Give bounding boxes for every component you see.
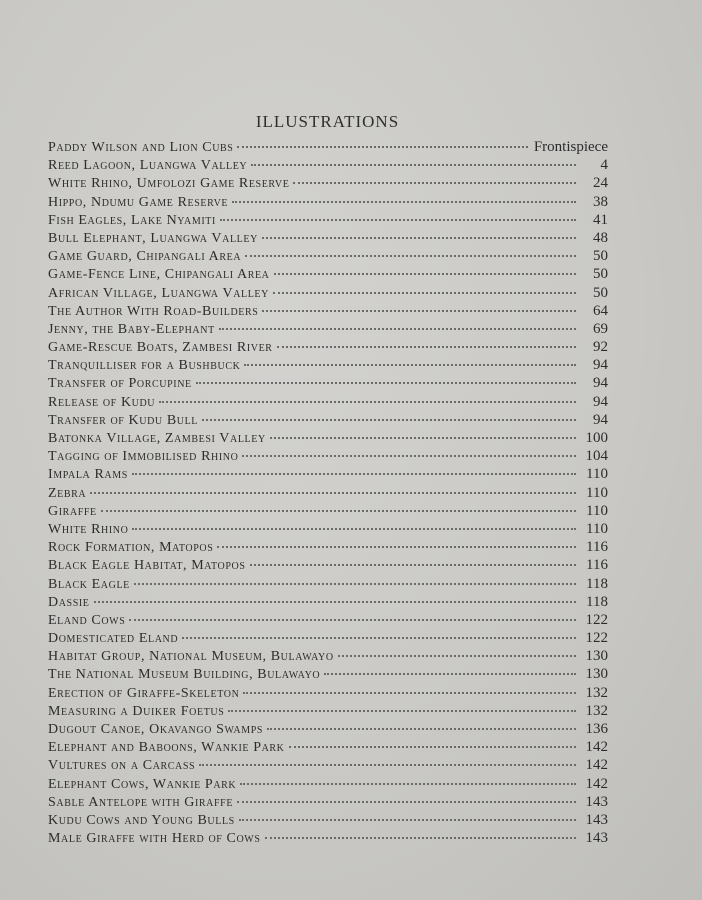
- illustration-title: Bull Elephant, Luangwa Valley: [48, 230, 258, 246]
- illustration-title: Fish Eagles, Lake Nyamiti: [48, 212, 216, 228]
- page-number: 48: [593, 229, 608, 246]
- dot-leader: [243, 680, 576, 694]
- page-number: 142: [585, 739, 608, 756]
- page-number: 94: [593, 357, 608, 374]
- dot-leader: [220, 207, 576, 221]
- illustration-title: Dassie: [48, 594, 90, 610]
- page-number: 69: [593, 320, 608, 337]
- dot-leader: [240, 771, 576, 785]
- illustration-title: Giraffe: [48, 503, 97, 519]
- illustration-title: Transfer of Porcupine: [48, 376, 192, 392]
- illustration-title: African Village, Luangwa Valley: [48, 285, 269, 301]
- illustration-title: Game-Fence Line, Chipangali Area: [48, 267, 270, 283]
- dot-leader: [251, 152, 576, 166]
- dot-leader: [239, 807, 576, 821]
- page-number: 130: [585, 666, 608, 683]
- dot-leader: [90, 480, 576, 494]
- page-number: 50: [593, 248, 608, 265]
- page-number: 24: [593, 175, 608, 192]
- page-number: 118: [586, 575, 608, 592]
- page-number: 143: [585, 811, 608, 828]
- page-number: 100: [585, 430, 608, 446]
- dot-leader: [228, 698, 576, 712]
- dot-leader: [324, 661, 576, 675]
- page-number: 136: [585, 721, 608, 737]
- illustration-title: Batonka Village, Zambesi Valley: [48, 431, 266, 446]
- illustration-title: Tranquilliser for a Bushbuck: [48, 358, 241, 374]
- dot-leader: [273, 280, 576, 294]
- dot-leader: [289, 734, 577, 748]
- dot-leader: [134, 571, 576, 585]
- page-number: 4: [600, 157, 608, 174]
- page-number: 64: [593, 302, 608, 319]
- page-number: 110: [586, 520, 608, 537]
- illustration-title: Male Giraffe with Herd of Cows: [48, 831, 261, 847]
- illustration-title: Measuring a Duiker Foetus: [48, 703, 225, 719]
- illustration-title: Black Eagle Habitat, Matopos: [48, 558, 246, 574]
- page-number: 94: [593, 375, 608, 392]
- dot-leader: [338, 643, 576, 657]
- page-number: 104: [585, 448, 608, 465]
- illustration-title: Sable Antelope with Giraffe: [48, 794, 234, 810]
- page-number: 142: [585, 757, 608, 774]
- illustration-title: The Author With Road-Builders: [48, 303, 259, 319]
- dot-leader: [237, 789, 576, 803]
- dot-leader: [293, 170, 576, 184]
- illustration-title: Eland Cows: [48, 612, 126, 628]
- dot-leader: [245, 243, 576, 257]
- illustration-title: The National Museum Building, Bulawayo: [48, 667, 321, 683]
- illustration-title: Transfer of Kudu Bull: [48, 412, 199, 428]
- dot-leader: [242, 443, 576, 457]
- dot-leader: [270, 425, 576, 439]
- illustration-list: [48, 137, 608, 846]
- dot-leader: [277, 334, 576, 348]
- dot-leader: [250, 552, 577, 566]
- dot-leader: [244, 352, 576, 366]
- illustration-title: Vultures on a Carcass: [48, 758, 196, 774]
- page-title: ILLUSTRATIONS: [255, 112, 400, 131]
- page-number: 118: [586, 593, 608, 610]
- dot-leader: [101, 498, 576, 512]
- dot-leader: [262, 225, 576, 239]
- dot-leader: [202, 407, 576, 421]
- dot-leader: [265, 825, 576, 839]
- dot-leader: [237, 134, 527, 148]
- page-number: 116: [586, 557, 608, 574]
- dot-leader: [159, 389, 576, 403]
- illustration-title: Tagging of Immobilised Rhino: [48, 449, 239, 465]
- illustration-title: Elephant Cows, Wankie Park: [48, 776, 237, 792]
- page-number: 38: [593, 193, 608, 210]
- dot-leader: [129, 607, 576, 621]
- page-number: 122: [585, 630, 608, 647]
- page-number: 132: [585, 684, 608, 701]
- illustration-title: Erection of Giraffe-Skeleton: [48, 685, 240, 701]
- dot-leader: [274, 261, 577, 275]
- page-number: 50: [593, 284, 608, 301]
- illustration-title: Dugout Canoe, Okavango Swamps: [48, 722, 264, 737]
- page-number: 122: [585, 611, 608, 628]
- dot-leader: [232, 189, 576, 203]
- dot-leader: [199, 752, 576, 766]
- dot-leader: [132, 516, 576, 530]
- illustration-title: Release of Kudu: [48, 394, 156, 410]
- illustration-title: White Rhino: [48, 521, 129, 537]
- illustration-title: Impala Rams: [48, 467, 128, 483]
- dot-leader: [217, 534, 576, 548]
- dot-leader: [262, 298, 576, 312]
- page-number: 143: [585, 830, 608, 847]
- illustration-title: Game-Rescue Boats, Zambesi River: [48, 340, 273, 356]
- illustration-title: Kudu Cows and Young Bulls: [48, 812, 235, 828]
- page-number: 116: [586, 539, 608, 556]
- page-number: Frontispiece: [533, 139, 608, 155]
- dot-leader: [182, 625, 576, 639]
- page-number: 92: [593, 339, 608, 356]
- page-number: 94: [593, 411, 608, 428]
- dot-leader: [219, 316, 576, 330]
- illustration-title: White Rhino, Umfolozi Game Reserve: [48, 176, 290, 192]
- page-number: 143: [585, 793, 608, 810]
- illustration-title: Paddy Wilson and Lion Cubs: [48, 140, 234, 155]
- illustration-title: Domesticated Eland: [48, 631, 179, 647]
- page-number: 41: [593, 211, 608, 228]
- list-item: [48, 828, 608, 846]
- page-number: 50: [593, 266, 608, 283]
- dot-leader: [94, 589, 577, 603]
- page-number: 94: [593, 393, 608, 410]
- dot-leader: [267, 716, 576, 730]
- page-number: 110: [586, 502, 608, 519]
- illustration-title: Black Eagle: [48, 576, 130, 592]
- illustration-title: Jenny, the Baby-Elephant: [48, 321, 215, 337]
- illustration-title: Habitat Group, National Museum, Bulawayo: [48, 649, 334, 665]
- illustration-title: Zebra: [48, 485, 87, 501]
- illustration-title: Elephant and Baboons, Wankie Park: [48, 740, 285, 756]
- illustration-title: Game Guard, Chipangali Area: [48, 249, 242, 265]
- dot-leader: [132, 461, 576, 475]
- dot-leader: [196, 370, 576, 384]
- page-number: 130: [585, 648, 608, 665]
- page-number: 132: [585, 702, 608, 719]
- page-number: 142: [585, 775, 608, 792]
- illustration-title: Rock Formation, Matopos: [48, 540, 214, 556]
- page-number: 110: [586, 466, 608, 483]
- illustration-title: Reed Lagoon, Luangwa Valley: [48, 158, 248, 174]
- page-number: 110: [586, 484, 608, 501]
- illustration-title: Hippo, Ndumu Game Reserve: [48, 194, 229, 210]
